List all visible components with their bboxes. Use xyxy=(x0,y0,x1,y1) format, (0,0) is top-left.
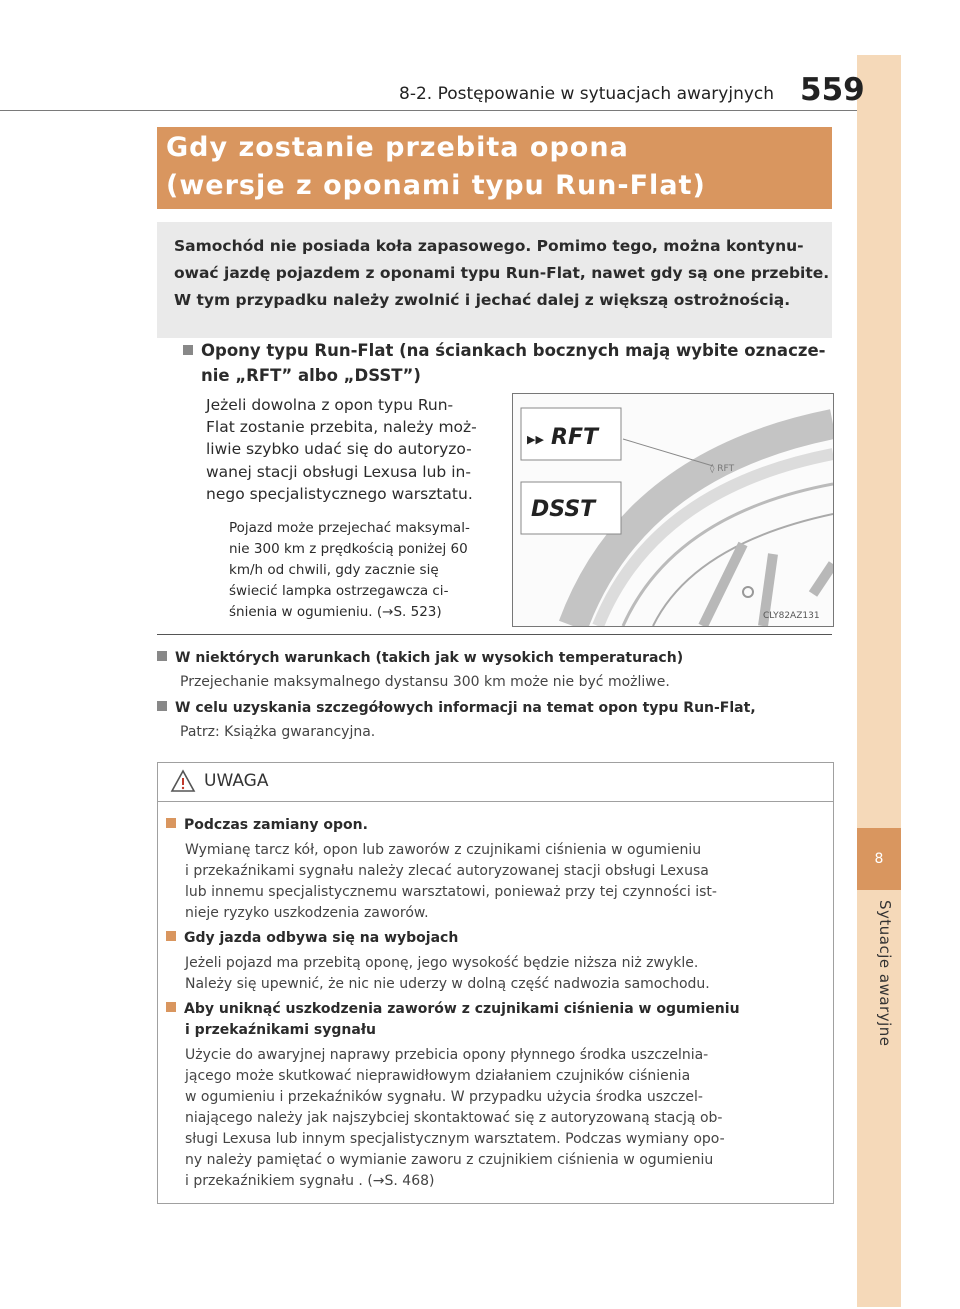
intro-line: Samochód nie posiada koła zapasowego. Pomimo tego, można kontynu- xyxy=(174,237,804,255)
warning-item-heading-text: Aby uniknąć uszkodzenia zaworów z czujnikami ciśnienia w ogumieniu xyxy=(184,1001,740,1017)
warning-item-line: Jeżeli pojazd ma przebitą oponę, jego wysokość będzie niższa niż zwykle. xyxy=(185,955,699,971)
section-heading xyxy=(183,341,826,360)
warning-item-heading-cont: i przekaźnikami sygnału xyxy=(185,1022,376,1038)
warning-item-heading xyxy=(166,1001,740,1017)
section-heading-text: Opony typu Run-Flat (na ściankach bocznych mają wybite oznacze- xyxy=(201,341,826,360)
section-note-line: km/h od chwili, gdy zacznie się xyxy=(229,562,439,578)
warning-item-line: sługi Lexusa lub innym specjalistycznym warsztatem. Podczas wymiany opo- xyxy=(185,1131,725,1147)
section-body-line: nego specjalistycznego warsztatu. xyxy=(206,485,473,503)
dsst-label: DSST xyxy=(531,497,596,522)
warning-item-line: nieje ryzyko uszkodzenia zaworów. xyxy=(185,905,429,921)
bullet-square-icon xyxy=(157,651,167,661)
warning-item-line: Użycie do awaryjnej naprawy przebicia opony płynnego środka uszczelnia- xyxy=(185,1047,709,1063)
note-heading xyxy=(157,650,683,666)
warning-item-line: niającego należy jak najszybciej skontaktować się z autoryzowaną stacją ob- xyxy=(185,1110,723,1126)
sidewall-mark: ◊ RFT xyxy=(710,464,735,474)
warning-item-heading xyxy=(166,817,368,833)
section-body-line: liwie szybko udać się do autoryzo- xyxy=(206,440,472,458)
section-note-line: Pojazd może przejechać maksymal- xyxy=(229,520,470,536)
section-heading-cont: nie „RFT” albo „DSST”) xyxy=(201,366,421,385)
bullet-square-icon xyxy=(166,931,176,941)
figure-code: CLY82AZ131 xyxy=(763,611,820,621)
warning-item-line: lub innemu specjalistycznemu warsztatowi, ponieważ przy tej czynności ist- xyxy=(185,884,717,900)
bullet-square-icon xyxy=(166,1002,176,1012)
header-rule xyxy=(0,110,857,111)
bullet-square-icon xyxy=(183,345,193,355)
section-body-line: Jeżeli dowolna z opon typu Run- xyxy=(206,396,454,414)
warning-item-line: Należy się upewnić, że nic nie uderzy w dolną część nadwozia samochodu. xyxy=(185,976,710,992)
warning-item-heading-text: Podczas zamiany opon. xyxy=(184,817,368,833)
page-title-line-1: Gdy zostanie przebita opona xyxy=(166,132,629,163)
note-body: Patrz: Książka gwarancyjna. xyxy=(180,724,376,740)
warning-item-line: i przekaźnikiem sygnału . (→S. 468) xyxy=(185,1173,435,1189)
section-body-line: Flat zostanie przebita, należy moż- xyxy=(206,418,477,436)
intro-line: W tym przypadku należy zwolnić i jechać dalej z większą ostrożnością. xyxy=(174,291,791,309)
intro-line: ować jazdę pojazdem z oponami typu Run-Flat, nawet gdy są one przebite. xyxy=(174,264,830,282)
warning-item-line: jącego może skutkować nieprawidłowym działaniem czujników ciśnienia xyxy=(185,1068,691,1084)
warning-item-heading xyxy=(166,930,458,946)
chapter-tab-number[interactable]: 8 xyxy=(857,828,901,890)
section-note-line: nie 300 km z prędkością poniżej 60 xyxy=(229,541,468,557)
side-tab-strip xyxy=(857,55,901,1307)
section-body-line: wanej stacji obsługi Lexusa lub in- xyxy=(206,463,471,481)
warning-item-line: w ogumieniu i przekaźników sygnału. W przypadku użycia środka uszczel- xyxy=(185,1089,703,1105)
note-heading-text: W celu uzyskania szczegółowych informacji na temat opon typu Run-Flat, xyxy=(175,700,756,716)
rft-label: RFT xyxy=(551,425,598,450)
section-note-line: śnienia w ogumieniu. (→S. 523) xyxy=(229,604,442,620)
bullet-square-icon xyxy=(166,818,176,828)
note-body: Przejechanie maksymalnego dystansu 300 km może nie być możliwe. xyxy=(180,674,670,690)
section-note-line: świecić lampka ostrzegawcza ci- xyxy=(229,583,449,599)
warning-header-rule xyxy=(157,801,834,802)
tire-drawing xyxy=(513,394,833,626)
section-divider xyxy=(157,634,832,635)
tire-illustration xyxy=(512,393,834,627)
warning-item-line: i przekaźnikami sygnału należy zlecać autoryzowanej stacji obsługi Lexusa xyxy=(185,863,709,879)
wing-icon: ▶▶ xyxy=(527,433,544,446)
note-heading-text: W niektórych warunkach (takich jak w wysokich temperaturach) xyxy=(175,650,684,666)
bullet-square-icon xyxy=(157,701,167,711)
note-heading xyxy=(157,700,756,716)
warning-item-line: ny należy pamiętać o wymianie zaworu z czujnikiem ciśnienia w ogumieniu xyxy=(185,1152,714,1168)
warning-item-line: Wymianę tarcz kół, opon lub zaworów z czujnikami ciśnienia w ogumieniu xyxy=(185,842,702,858)
warning-title: UWAGA xyxy=(204,771,269,791)
page-title-line-2: (wersje z oponami typu Run-Flat) xyxy=(166,170,706,201)
chapter-tab-label: Sytuacje awaryjne xyxy=(876,900,894,1047)
running-head: 8-2. Postępowanie w sytuacjach awaryjnych xyxy=(399,84,775,104)
page-number: 559 xyxy=(800,72,865,108)
warning-item-heading-text: Gdy jazda odbywa się na wybojach xyxy=(184,930,459,946)
warning-triangle-icon xyxy=(170,769,196,793)
